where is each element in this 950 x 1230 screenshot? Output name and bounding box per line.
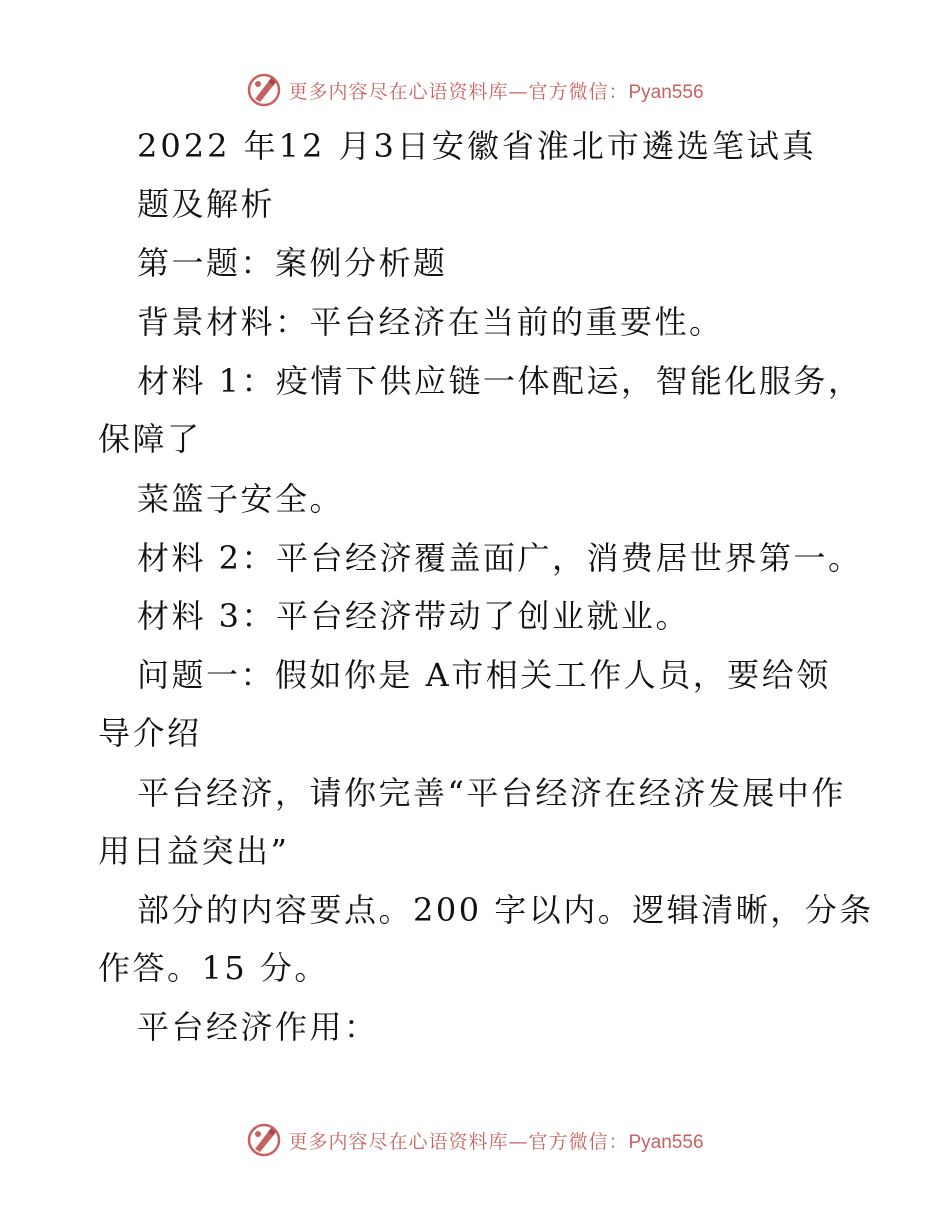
title-line-1: 2022 年12 月3日安徽省淮北市遴选笔试真 [137, 127, 817, 165]
watermark-text: 更多内容尽在心语资料库—官方微信：Pyan556 [288, 80, 704, 103]
question-1-line-5: 部分的内容要点。200 字以内。逻辑清晰，分条 [137, 891, 874, 929]
header-watermark [0, 70, 950, 110]
question-1-line-2: 导介绍 [98, 714, 202, 752]
question-1-line-4: 用日益突出” [98, 832, 290, 870]
material-1-line-2: 保障了 [98, 420, 202, 458]
background-material: 背景材料：平台经济在当前的重要性。 [137, 303, 724, 341]
question-1-line-6: 作答。15 分。 [98, 949, 329, 987]
watermark-wechat-id: Pyan556 [628, 81, 704, 103]
question-1-line-3: 平台经济，请你完善“平台经济在经济发展中作 [137, 774, 846, 812]
footer-watermark [0, 1120, 950, 1160]
pen-logo-icon [246, 72, 282, 108]
watermark-wechat-id: Pyan556 [628, 1131, 704, 1153]
answer-heading: 平台经济作用： [137, 1008, 379, 1046]
title-line-2: 题及解析 [137, 185, 276, 223]
material-3: 材料 3：平台经济带动了创业就业。 [137, 597, 691, 635]
section-heading: 第一题：案例分析题 [137, 244, 448, 282]
material-2: 材料 2：平台经济覆盖面广，消费居世界第一。 [137, 539, 863, 577]
material-1-line-1: 材料 1：疫情下供应链一体配运，智能化服务， [137, 362, 863, 400]
question-1-line-1: 问题一：假如你是 A市相关工作人员，要给领 [137, 656, 831, 694]
material-1-line-3: 菜篮子安全。 [137, 480, 345, 518]
watermark-text: 更多内容尽在心语资料库—官方微信：Pyan556 [288, 1130, 704, 1153]
pen-logo-icon [246, 1122, 282, 1158]
